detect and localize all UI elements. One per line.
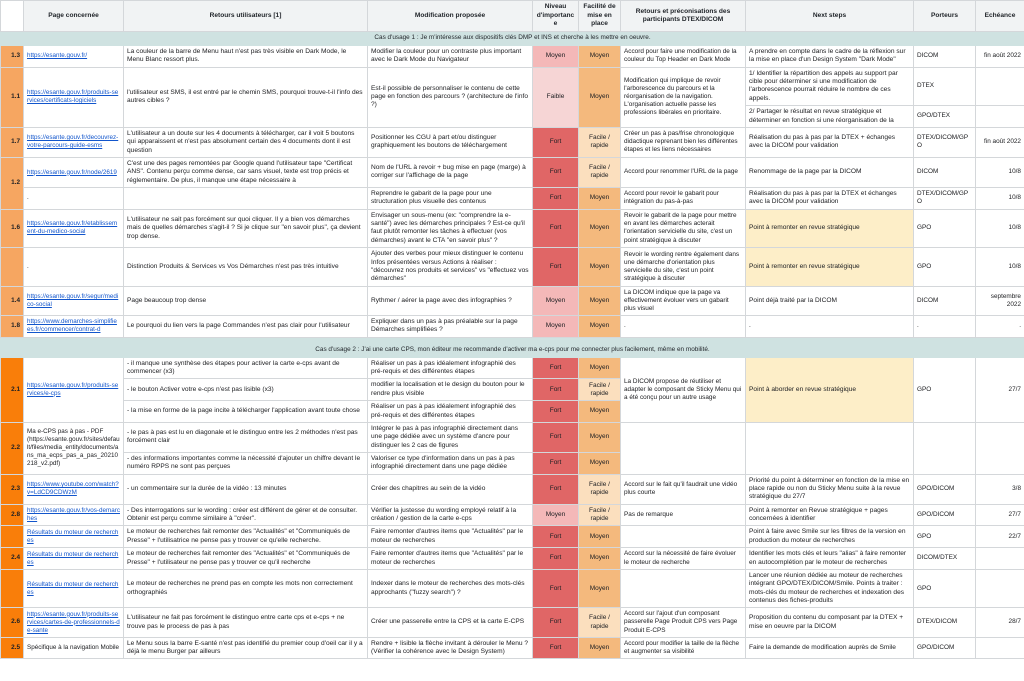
- cell-id[interactable]: 2.1: [1, 357, 24, 422]
- cell-page-concernee[interactable]: [24, 157, 124, 187]
- cell-porteurs[interactable]: GPO: [914, 357, 976, 422]
- page-link[interactable]: https://esante.gouv.fr/node/2619: [27, 168, 117, 176]
- cell-facilite-mise-en-place[interactable]: Moyen: [579, 401, 621, 423]
- cell-id[interactable]: 2.2: [1, 422, 24, 474]
- cell-next-steps[interactable]: [746, 422, 914, 474]
- cell-modification-proposee[interactable]: Positionner les CGU à part et/ou distinguer graphiquement les boutons de téléchargement: [368, 127, 533, 157]
- page-link[interactable]: https://esante.gouv.fr/etablissement-du-medico-social: [27, 220, 118, 236]
- cell-echeance[interactable]: 27/7: [976, 357, 1024, 422]
- cell-echeance[interactable]: 27/7: [976, 504, 1024, 526]
- cell-id[interactable]: 1.6: [1, 209, 24, 247]
- section-banner-row: [1, 343, 1024, 357]
- cell-echeance[interactable]: [976, 106, 1024, 128]
- cell-next-steps[interactable]: 2/ Partager le résultat en revue stratégique et déterminer en fonction si une réorganisation de la: [746, 106, 914, 128]
- cell-niveau-importance[interactable]: Fort: [533, 157, 579, 187]
- cell-niveau-importance[interactable]: Faible: [533, 67, 579, 127]
- cell-modification-proposee[interactable]: Modifier la couleur pour un contraste plus important avec le Dark Mode du Navigateur: [368, 46, 533, 68]
- cell-page-concernee[interactable]: [24, 608, 124, 637]
- cell-next-steps[interactable]: Renommage de la page par la DICOM: [746, 157, 914, 187]
- page-link[interactable]: https://www.youtube.com/watch?v=LdCD9CDWzM: [27, 481, 119, 497]
- cell-porteurs[interactable]: GPO/DTEX: [914, 106, 976, 128]
- cell-modification-proposee[interactable]: Envisager un sous-menu (ex: "comprendre la e-santé") avec les démarches principales ? Est-ce qu'il faut plutôt remonter les tâches à effectuer (vos démarches) avant le CTA "en savoir plus" ?: [368, 209, 533, 247]
- cell-page-concernee[interactable]: [24, 526, 124, 548]
- cell-facilite-mise-en-place[interactable]: Facile / rapide: [579, 608, 621, 637]
- column-header-echeance[interactable]: Echéance: [976, 1, 1024, 32]
- cell-id[interactable]: 1.8: [1, 316, 24, 338]
- cell-next-steps[interactable]: Point à remonter en revue stratégique: [746, 209, 914, 247]
- cell-facilite-mise-en-place[interactable]: Facile / rapide: [579, 504, 621, 526]
- cell-modification-proposee[interactable]: Faire remonter d'autres items que "Actualités" par le moteur de recherches: [368, 548, 533, 570]
- cell-niveau-importance[interactable]: Fort: [533, 422, 579, 452]
- cell-retours-utilisateurs[interactable]: - le pas à pas est lu en diagonale et le distinguo entre les 2 méthodes n'est pas forcément clair: [124, 422, 368, 452]
- page-link[interactable]: Résultats du moteur de recherches: [27, 580, 119, 596]
- cell-porteurs[interactable]: GPO: [914, 569, 976, 607]
- cell-preconisations[interactable]: [621, 526, 746, 548]
- cell-echeance[interactable]: 22/7: [976, 526, 1024, 548]
- cell-preconisations[interactable]: La DICOM propose de réutiliser et adapter le composant de Sticky Menu qui a été conçu pour un autre usage: [621, 357, 746, 422]
- cell-echeance[interactable]: [976, 422, 1024, 474]
- cell-echeance[interactable]: fin août 2022: [976, 127, 1024, 157]
- table-row: [1, 422, 1024, 452]
- cell-page-concernee[interactable]: [24, 209, 124, 247]
- cell-niveau-importance[interactable]: Fort: [533, 569, 579, 607]
- cell-porteurs[interactable]: DICOM: [914, 286, 976, 315]
- cell-preconisations[interactable]: [621, 422, 746, 474]
- cell-id[interactable]: [1, 248, 24, 286]
- cell-next-steps[interactable]: Point déjà traité par la DICOM: [746, 286, 914, 315]
- cell-porteurs[interactable]: GPO/DICOM: [914, 504, 976, 526]
- cell-next-steps[interactable]: A prendre en compte dans le cadre de la réflexion sur la mise en place d'un Design System "Dark Mode": [746, 46, 914, 68]
- cell-niveau-importance[interactable]: Fort: [533, 357, 579, 379]
- cell-page-concernee[interactable]: [24, 316, 124, 338]
- cell-porteurs[interactable]: DICOM: [914, 157, 976, 187]
- cell-facilite-mise-en-place[interactable]: Facile / rapide: [579, 379, 621, 401]
- cell-id[interactable]: 2.4: [1, 548, 24, 570]
- cell-id[interactable]: 2.8: [1, 504, 24, 526]
- cell-id[interactable]: 1.2: [1, 157, 24, 209]
- cell-retours-utilisateurs[interactable]: Page beaucoup trop dense: [124, 286, 368, 315]
- cell-modification-proposee[interactable]: Nom de l'URL à revoir + bug mise en page (marge) à corriger sur l'affichage de la page: [368, 157, 533, 187]
- cell-page-concernee[interactable]: [24, 474, 124, 504]
- cell-facilite-mise-en-place[interactable]: Moyen: [579, 357, 621, 379]
- section-banner-2: Cas d'usage 2 : J'ai une carte CPS, mon éditeur me recommande d'activer ma e-cps pour me connecter plus facilement, même en mobilité.: [1, 343, 1024, 357]
- cell-facilite-mise-en-place[interactable]: Moyen: [579, 548, 621, 570]
- cell-modification-proposee[interactable]: Faire remonter d'autres items que "Actualités" par le moteur de recherches: [368, 526, 533, 548]
- cell-preconisations[interactable]: [621, 569, 746, 607]
- cell-echeance[interactable]: 28/7: [976, 608, 1024, 637]
- cell-echeance[interactable]: fin août 2022: [976, 46, 1024, 68]
- cell-facilite-mise-en-place[interactable]: Moyen: [579, 422, 621, 452]
- cell-modification-proposee[interactable]: Créer des chapitres au sein de la vidéo: [368, 474, 533, 504]
- cell-page-concernee[interactable]: [24, 286, 124, 315]
- cell-preconisations[interactable]: Modification qui implique de revoir l'arborescence du parcours et la réorganisation de la navigation. L'organisation actuelle passe les professions libérales en prioritaire.: [621, 67, 746, 127]
- cell-retours-utilisateurs[interactable]: - il manque une synthèse des étapes pour activer la carte e-cps avant de commencer (x3): [124, 357, 368, 379]
- cell-retours-utilisateurs[interactable]: L'utilisateur ne sait pas forcément sur quoi cliquer. Il y a bien vos démarches mais de quelles démarches s'agit-il ? Si je clique sur "en savoir plus", ça devient trop dense.: [124, 209, 368, 247]
- cell-echeance[interactable]: [976, 548, 1024, 570]
- cell-retours-utilisateurs[interactable]: - des informations importantes comme la nécessité d'ajouter un chiffre devant le numéro RPPS ne sont pas perçues: [124, 452, 368, 474]
- table-row: [1, 209, 1024, 247]
- cell-retours-utilisateurs[interactable]: - un commentaire sur la durée de la vidéo : 13 minutes: [124, 474, 368, 504]
- cell-preconisations[interactable]: Accord pour modifier la taille de la flèche et augmenter sa visibilité: [621, 637, 746, 659]
- cell-page-concernee[interactable]: [24, 548, 124, 570]
- cell-porteurs[interactable]: DICOM/DTEX: [914, 548, 976, 570]
- cell-echeance[interactable]: septembre 2022: [976, 286, 1024, 315]
- cell-porteurs[interactable]: GPO: [914, 248, 976, 286]
- cell-retours-utilisateurs[interactable]: [124, 188, 368, 210]
- cell-niveau-importance[interactable]: Fort: [533, 637, 579, 659]
- cell-next-steps[interactable]: Point à aborder en revue stratégique: [746, 357, 914, 422]
- cell-page-concernee[interactable]: Ma e-CPS pas à pas - PDF (https://esante.gouv.fr/sites/default/files/media_entity/documents/ans_ma_ecps_pas_a_pas_20210218_v2.pdf): [24, 422, 124, 474]
- cell-echeance[interactable]: [976, 637, 1024, 659]
- column-header-preconisations[interactable]: Retours et préconisations des participants DTEX/DICOM: [621, 1, 746, 32]
- cell-facilite-mise-en-place[interactable]: Moyen: [579, 286, 621, 315]
- page-link[interactable]: https://esante.gouv.fr/: [27, 52, 88, 60]
- cell-niveau-importance[interactable]: Fort: [533, 474, 579, 504]
- cell-facilite-mise-en-place[interactable]: Moyen: [579, 316, 621, 338]
- table-header: [1, 1, 1024, 32]
- table-row: [1, 357, 1024, 379]
- cell-niveau-importance[interactable]: Moyen: [533, 316, 579, 338]
- cell-porteurs[interactable]: DTEX/DICOM/GPO: [914, 188, 976, 210]
- cell-modification-proposee[interactable]: Est-il possible de personnaliser le contenu de cette page en fonction des parcours ? (architecture de l'info ?): [368, 67, 533, 127]
- cell-preconisations[interactable]: Accord pour revoir le gabarit pour intégration du pas-à-pas: [621, 188, 746, 210]
- cell-retours-utilisateurs[interactable]: L'utilisateur ne fait pas forcément le distinguo entre carte cps et e-cps + ne trouve pas le process de pas à pas: [124, 608, 368, 637]
- cell-next-steps[interactable]: Réalisation du pas à pas par la DTEX et échanges avec la DICOM pour validation: [746, 188, 914, 210]
- table-row: [1, 548, 1024, 570]
- page-link[interactable]: Résultats du moteur de recherches: [27, 550, 119, 566]
- page-link[interactable]: https://esante.gouv.fr/produits-services/certificats-logiciels: [27, 89, 119, 105]
- cell-page-concernee[interactable]: .: [24, 188, 124, 210]
- cell-retours-utilisateurs[interactable]: - Des interrogations sur le wording : créer est différent de gérer et de consulter. Obtenir est perçu comme similaire à "créer".: [124, 504, 368, 526]
- cell-facilite-mise-en-place[interactable]: Moyen: [579, 452, 621, 474]
- table-row: [1, 637, 1024, 659]
- cell-retours-utilisateurs[interactable]: La couleur de la barre de Menu haut n'est pas très visible en Dark Mode, le Menu Blanc ressort plus.: [124, 46, 368, 68]
- cell-porteurs[interactable]: GPO: [914, 209, 976, 247]
- column-header-page[interactable]: Page concernée: [24, 1, 124, 32]
- cell-facilite-mise-en-place[interactable]: Moyen: [579, 209, 621, 247]
- cell-facilite-mise-en-place[interactable]: Facile / rapide: [579, 157, 621, 187]
- cell-page-concernee[interactable]: [24, 46, 124, 68]
- cell-echeance[interactable]: [976, 67, 1024, 105]
- cell-niveau-importance[interactable]: Fort: [533, 401, 579, 423]
- cell-modification-proposee[interactable]: Créer une passerelle entre la CPS et la carte E-CPS: [368, 608, 533, 637]
- cell-echeance[interactable]: 3/8: [976, 474, 1024, 504]
- cell-id[interactable]: 2.6: [1, 608, 24, 637]
- cell-retours-utilisateurs[interactable]: Le moteur de recherches fait remonter des "Actualités" et "Communiqués de Presse" + l'utilisatrice ne pense pas y trouver ce qu'elle recherche.: [124, 526, 368, 548]
- table-row: [1, 248, 1024, 286]
- column-header-retours[interactable]: Retours utilisateurs [1]: [124, 1, 368, 32]
- cell-page-concernee[interactable]: [24, 357, 124, 422]
- cell-preconisations[interactable]: Accord sur la nécessité de faire évoluer le moteur de recherche: [621, 548, 746, 570]
- cell-preconisations[interactable]: Revoir le gabarit de la page pour mettre en avant les démarches acterait l'orientation servicielle du site, c'est un point stratégique à discuter: [621, 209, 746, 247]
- cell-echeance[interactable]: 10/8: [976, 209, 1024, 247]
- cell-id[interactable]: 2.3: [1, 474, 24, 504]
- cell-preconisations[interactable]: Accord sur l'ajout d'un composant passerelle Page Produit CPS vers Page Produit E-CPS: [621, 608, 746, 637]
- cell-facilite-mise-en-place[interactable]: Moyen: [579, 188, 621, 210]
- cell-retours-utilisateurs[interactable]: - la mise en forme de la page incite à télécharger l'application avant toute chose: [124, 401, 368, 423]
- column-header-porteurs[interactable]: Porteurs: [914, 1, 976, 32]
- table-row: [1, 474, 1024, 504]
- cell-modification-proposee[interactable]: Indexer dans le moteur de recherches des mots-clés approchants ("fuzzy search") ?: [368, 569, 533, 607]
- cell-facilite-mise-en-place[interactable]: Moyen: [579, 526, 621, 548]
- cell-page-concernee[interactable]: .: [24, 248, 124, 286]
- cell-echeance[interactable]: 10/8: [976, 248, 1024, 286]
- cell-next-steps[interactable]: Point à remonter en Revue stratégique + pages concernées à identifier: [746, 504, 914, 526]
- cell-retours-utilisateurs[interactable]: Le pourquoi du lien vers la page Commandes n'est pas clair pour l'utilisateur: [124, 316, 368, 338]
- cell-porteurs[interactable]: DTEX/DICOM/GPO: [914, 127, 976, 157]
- cell-modification-proposee[interactable]: Intégrer le pas à pas infographié directement dans une page dédiée avec un système d'ancre pour distinguer les 2 cas de figures: [368, 422, 533, 452]
- page-link[interactable]: https://esante.gouv.fr/segur/medico-social: [27, 292, 119, 308]
- table-row: [1, 188, 1024, 210]
- cell-retours-utilisateurs[interactable]: - le bouton Activer votre e-cps n'est pas lisible (x3): [124, 379, 368, 401]
- header-row: [1, 1, 1024, 32]
- cell-niveau-importance[interactable]: Fort: [533, 379, 579, 401]
- table-row: [1, 316, 1024, 338]
- cell-facilite-mise-en-place[interactable]: Facile / rapide: [579, 474, 621, 504]
- page-link[interactable]: https://esante.gouv.fr/vos-demarches: [27, 507, 120, 523]
- table-row: [1, 157, 1024, 187]
- cell-niveau-importance[interactable]: Fort: [533, 526, 579, 548]
- cell-porteurs[interactable]: GPO: [914, 526, 976, 548]
- cell-preconisations[interactable]: Accord pour renommer l'URL de la page: [621, 157, 746, 187]
- cell-retours-utilisateurs[interactable]: l'utilisateur est SMS, il est entré par le chemin SMS, pourquoi trouve-t-il l'info des autres cibles ?: [124, 67, 368, 127]
- cell-modification-proposee[interactable]: Rythmer / aérer la page avec des infographies ?: [368, 286, 533, 315]
- cell-next-steps[interactable]: 1/ Identifier la répartition des appels au support par cible pour déterminer si une modification de l'arborescence pourrait réduire le nombre de ces appels.: [746, 67, 914, 105]
- page-link[interactable]: https://www.demarches-simplifiees.fr/commencer/contrat-d: [27, 318, 117, 334]
- cell-retours-utilisateurs[interactable]: Le moteur de recherches fait remonter des "Actualités" et "Communiqués de Presse" + l'utilisateur ne pense pas y trouver ce qu'il recherche: [124, 548, 368, 570]
- cell-retours-utilisateurs[interactable]: L'utilisateur a un doute sur les 4 documents à télécharger, car il voit 5 boutons qui apparaissent et n'est pas absolument certain des 4 documents dont il est question: [124, 127, 368, 157]
- cell-preconisations[interactable]: Accord sur le fait qu'il faudrait une vidéo plus courte: [621, 474, 746, 504]
- cell-echeance[interactable]: [976, 569, 1024, 607]
- section-banner-row: [1, 32, 1024, 46]
- cell-facilite-mise-en-place[interactable]: Moyen: [579, 46, 621, 68]
- table-row: [1, 46, 1024, 68]
- cell-niveau-importance[interactable]: Fort: [533, 548, 579, 570]
- page-link[interactable]: https://esante.gouv.fr/decouvrez-votre-parcours-guide-esms: [27, 134, 119, 150]
- table-row: [1, 67, 1024, 105]
- cell-next-steps[interactable]: Point à remonter en revue stratégique: [746, 248, 914, 286]
- section-banner-1: Cas d'usage 1 : Je m'intéresse aux dispositifs clés DMP et INS et cherche à les mettre en oeuvre.: [1, 32, 1024, 46]
- cell-niveau-importance[interactable]: Fort: [533, 452, 579, 474]
- cell-echeance[interactable]: 10/8: [976, 157, 1024, 187]
- cell-id[interactable]: [1, 526, 24, 548]
- cell-next-steps[interactable]: .: [746, 316, 914, 338]
- cell-page-concernee[interactable]: [24, 67, 124, 127]
- cell-preconisations[interactable]: Créer un pas à pas/frise chronologique didactique reprenant bien les différentes étapes et les liens nécessaires: [621, 127, 746, 157]
- table-row: [1, 569, 1024, 607]
- cell-id[interactable]: 1.3: [1, 46, 24, 68]
- page-link[interactable]: https://esante.gouv.fr/produits-services/cartes-de-professionnels-de-sante: [27, 610, 120, 634]
- cell-next-steps[interactable]: Identifier les mots clés et leurs "alias" à faire remonter en autocomplétion par le moteur de recherches: [746, 548, 914, 570]
- cell-porteurs[interactable]: DTEX/DICOM: [914, 608, 976, 637]
- cell-next-steps[interactable]: Proposition du contenu du composant par la DTEX + mise en oeuvre par la DICOM: [746, 608, 914, 637]
- cell-next-steps[interactable]: Faire la demande de modification auprès de Smile: [746, 637, 914, 659]
- cell-preconisations[interactable]: Revoir le wording rentre également dans une démarche d'orientation plus servicielle du site, c'est un point stratégique à discuter: [621, 248, 746, 286]
- column-header-facilite[interactable]: Facilité de mise en place: [579, 1, 621, 32]
- cell-porteurs[interactable]: DTEX: [914, 67, 976, 105]
- cell-niveau-importance[interactable]: Moyen: [533, 46, 579, 68]
- table-row: [1, 526, 1024, 548]
- cell-preconisations[interactable]: Pas de remarque: [621, 504, 746, 526]
- cell-id[interactable]: 1.7: [1, 127, 24, 157]
- cell-preconisations[interactable]: La DICOM indique que la page va effectivement évoluer vers un gabarit plus visuel: [621, 286, 746, 315]
- cell-niveau-importance[interactable]: Fort: [533, 127, 579, 157]
- cell-modification-proposee[interactable]: modifier la localisation et le design du bouton pour le rendre plus visible: [368, 379, 533, 401]
- cell-modification-proposee[interactable]: Expliquer dans un pas à pas préalable sur la page Démarches simplifiées ?: [368, 316, 533, 338]
- cell-echeance[interactable]: .: [976, 316, 1024, 338]
- cell-id[interactable]: 1.4: [1, 286, 24, 315]
- cell-modification-proposee[interactable]: Réaliser un pas à pas idéalement infographié des pré-requis et des différentes étapes: [368, 357, 533, 379]
- cell-preconisations[interactable]: .: [621, 316, 746, 338]
- cell-echeance[interactable]: 10/8: [976, 188, 1024, 210]
- cell-id[interactable]: [1, 569, 24, 607]
- cell-porteurs[interactable]: [914, 422, 976, 474]
- cell-next-steps[interactable]: Réalisation du pas à pas par la DTEX + échanges avec la DICOM pour validation: [746, 127, 914, 157]
- cell-niveau-importance[interactable]: Fort: [533, 188, 579, 210]
- column-header-modification[interactable]: Modification proposée: [368, 1, 533, 32]
- column-header-id[interactable]: [1, 1, 24, 32]
- cell-modification-proposee[interactable]: Reprendre le gabarit de la page pour une structuration plus visuelle des contenus: [368, 188, 533, 210]
- column-header-importance[interactable]: Niveau d'importance: [533, 1, 579, 32]
- cell-retours-utilisateurs[interactable]: Le Menu sous la barre E-santé n'est pas identifié du premier coup d'oeil car il y a déjà le menu Burger par ailleurs: [124, 637, 368, 659]
- cell-porteurs[interactable]: .: [914, 316, 976, 338]
- table-body: [1, 32, 1024, 659]
- cell-facilite-mise-en-place[interactable]: Facile / rapide: [579, 127, 621, 157]
- table-row: [1, 286, 1024, 315]
- cell-retours-utilisateurs[interactable]: C'est une des pages remontées par Google quand l'utilisateur tape "Certificat ANS". Contenu perçu comme dense, car sans visuel, texte est trop précis et réglementaire. De plus, il manque une étape nécessaire à: [124, 157, 368, 187]
- table-row: [1, 608, 1024, 637]
- cell-preconisations[interactable]: Accord pour faire une modification de la couleur du Top Header en Dark Mode: [621, 46, 746, 68]
- column-header-next-steps[interactable]: Next steps: [746, 1, 914, 32]
- page-link[interactable]: Résultats du moteur de recherches: [27, 528, 119, 544]
- cell-modification-proposee[interactable]: Réaliser un pas à pas idéalement infographié des pré-requis et des différentes étapes: [368, 401, 533, 423]
- cell-modification-proposee[interactable]: Valoriser ce type d'information dans un pas à pas infographié directement dans une page dédiée: [368, 452, 533, 474]
- cell-next-steps[interactable]: Priorité du point à déterminer en fonction de la mise en place rapide ou non du Sticky Menu suite à la revue stratégique du 27/7: [746, 474, 914, 504]
- cell-page-concernee[interactable]: [24, 569, 124, 607]
- page-link[interactable]: https://esante.gouv.fr/produits-services/e-cps: [27, 381, 119, 397]
- cell-facilite-mise-en-place[interactable]: Moyen: [579, 67, 621, 127]
- cell-facilite-mise-en-place[interactable]: Moyen: [579, 637, 621, 659]
- cell-niveau-importance[interactable]: Fort: [533, 608, 579, 637]
- cell-modification-proposee[interactable]: Ajouter des verbes pour mieux distinguer le contenu Infos présentées versus Actions à réaliser : "découvrez nos produits et services" vs "effectuez vos démarches": [368, 248, 533, 286]
- cell-next-steps[interactable]: Lancer une réunion dédiée au moteur de recherches intégrant GPO/DTEX/DICOM/Smile. Points à traiter : mots-clés du moteur de recherches et indexation des contenus des fiches-produits: [746, 569, 914, 607]
- cell-id[interactable]: 1.1: [1, 67, 24, 127]
- cell-niveau-importance[interactable]: Fort: [533, 209, 579, 247]
- cell-modification-proposee[interactable]: Vérifier la justesse du wording employé relatif à la création / gestion de la carte e-cps: [368, 504, 533, 526]
- cell-porteurs[interactable]: DICOM: [914, 46, 976, 68]
- cell-porteurs[interactable]: GPO/DICOM: [914, 637, 976, 659]
- cell-id[interactable]: 2.5: [1, 637, 24, 659]
- cell-facilite-mise-en-place[interactable]: Moyen: [579, 569, 621, 607]
- cell-niveau-importance[interactable]: Fort: [533, 248, 579, 286]
- table-row: [1, 504, 1024, 526]
- cell-niveau-importance[interactable]: Moyen: [533, 504, 579, 526]
- cell-porteurs[interactable]: GPO/DICOM: [914, 474, 976, 504]
- cell-niveau-importance[interactable]: Moyen: [533, 286, 579, 315]
- cell-page-concernee[interactable]: [24, 504, 124, 526]
- cell-retours-utilisateurs[interactable]: Distinction Produits & Services vs Vos Démarches n'est pas très intuitive: [124, 248, 368, 286]
- cell-page-concernee[interactable]: Spécifique à la navigation Mobile: [24, 637, 124, 659]
- cell-page-concernee[interactable]: [24, 127, 124, 157]
- cell-facilite-mise-en-place[interactable]: Moyen: [579, 248, 621, 286]
- table-row: [1, 127, 1024, 157]
- cell-next-steps[interactable]: Point à faire avec Smile sur les filtres de la version en production du moteur de recherches: [746, 526, 914, 548]
- cell-retours-utilisateurs[interactable]: Le moteur de recherches ne prend pas en compte les mots non correctement orthographiés: [124, 569, 368, 607]
- cell-modification-proposee[interactable]: Rendre + lisible la flèche invitant à dérouler le Menu ? (Vérifier la cohérence avec le Design System): [368, 637, 533, 659]
